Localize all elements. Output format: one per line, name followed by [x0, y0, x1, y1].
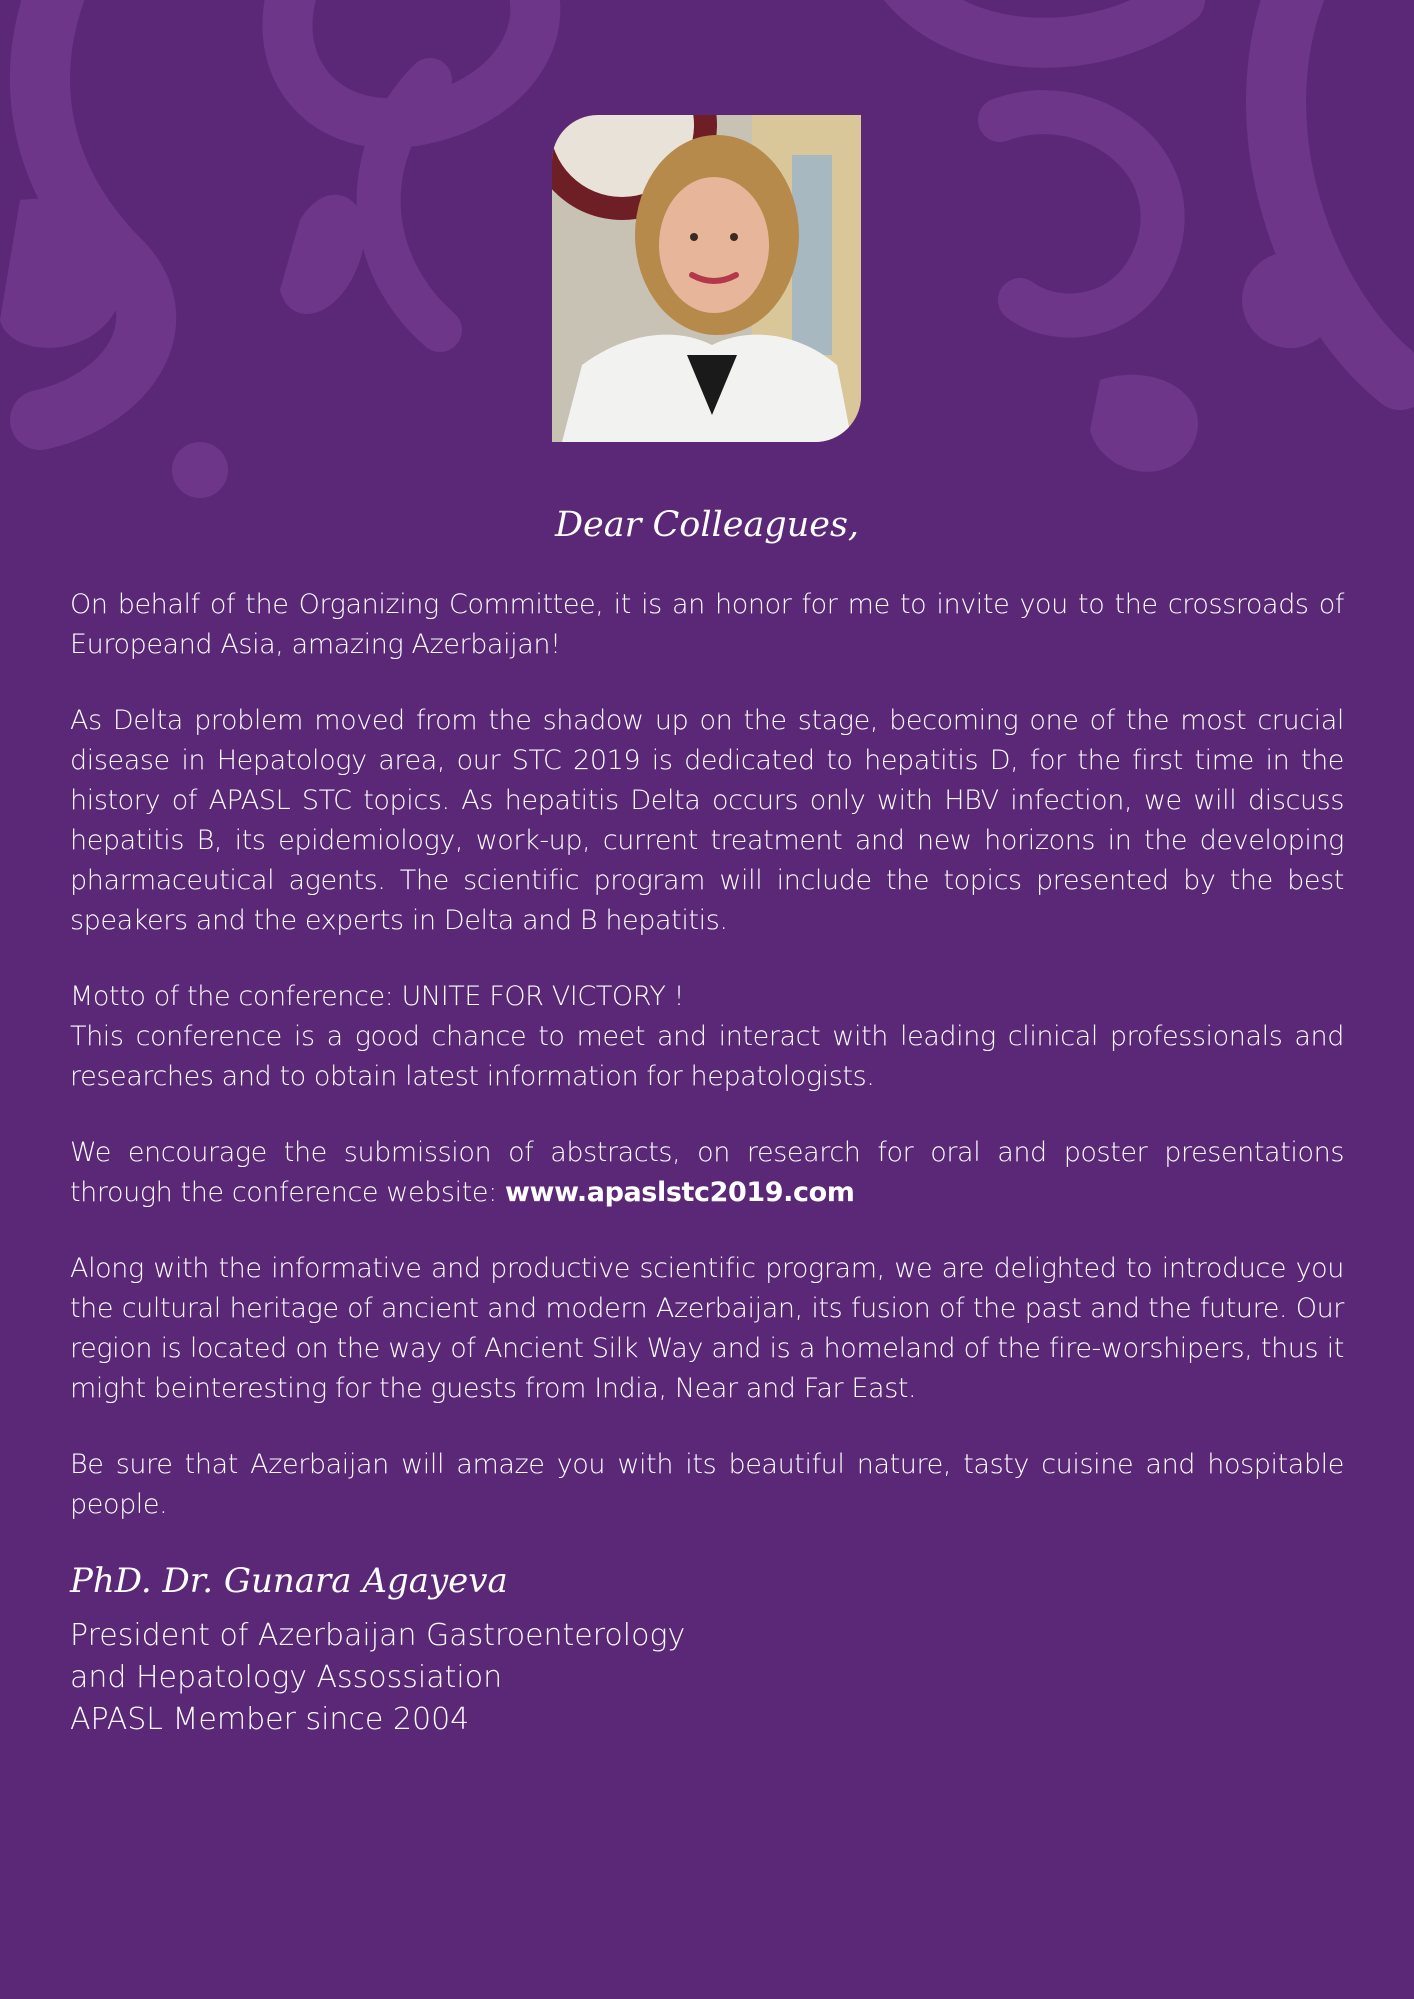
author-portrait	[552, 115, 861, 442]
paragraph-invitation: On behalf of the Organizing Committee, it is an honor for me to invite you to the crossroads of Europeand Asia, amazing Azerbaijan!	[70, 589, 1344, 660]
signature-name: PhD. Dr. Gunara Agayeva	[70, 1561, 508, 1601]
signature-role-line-1: President of Azerbaijan Gastroenterology	[70, 1618, 686, 1653]
paragraph-cultural-heritage: Along with the informative and productive scientific program, we are delighted to introduce you the cultural heritage of ancient and modern Azerbaijan, its fusion of the past and the future. Our region is located on the way of Ancient Silk Way and is a homeland of the fire-worshipers, thus it might beinteresting for the guests from India, Near and Far East.	[70, 1253, 1344, 1404]
greeting: Dear Colleagues,	[554, 505, 860, 545]
letter-body	[70, 505, 1344, 1741]
abstracts-text: We encourage the submission of abstracts, on research for oral and poster presentations through the conference website:	[70, 1137, 1344, 1208]
signature-role-line-2: and Hepatology Assossiation	[70, 1660, 503, 1695]
portrait-image	[552, 115, 861, 442]
paragraph-delta: As Delta problem moved from the shadow up on the stage, becoming one of the most crucial disease in Hepatology area, our STC 2019 is dedicated to hepatitis D, for the first time in the history of APASL STC topics. As hepatitis Delta occurs only with HBV infection, we will discuss hepatitis B, its epidemiology, work-up, current treatment and new horizons in the developing pharmaceutical agents. The scientific program will include the topics presented by the best speakers and the experts in Delta and B hepatitis.	[70, 705, 1344, 936]
signature-role-line-3: APASL Member since 2004	[70, 1702, 470, 1737]
paragraph-motto: Motto of the conference: UNITE FOR VICTORY !	[70, 981, 685, 1012]
paragraph-azerbaijan: Be sure that Azerbaijan will amaze you with its beautiful nature, tasty cuisine and hospitable people.	[70, 1449, 1344, 1520]
website-link[interactable]: www.apaslstc2019.com	[504, 1177, 855, 1208]
paragraph-abstracts	[70, 1133, 1344, 1213]
paragraph-conference-chance: This conference is a good chance to meet and interact with leading clinical professionals and researches and to obtain latest information for hepatologists.	[70, 1021, 1344, 1092]
